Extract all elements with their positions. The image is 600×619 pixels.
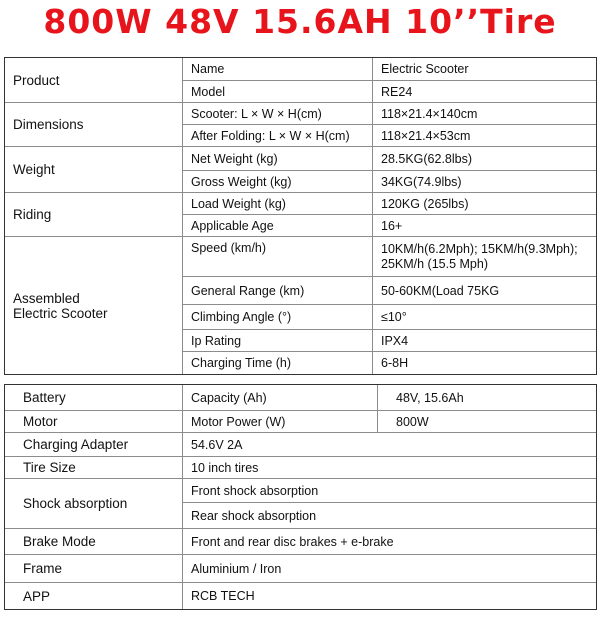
specs-table-main — [4, 57, 597, 375]
category-line: Assembled — [13, 290, 80, 306]
spec-value: 54.6V 2A — [183, 433, 597, 457]
spec-label: Capacity (Ah) — [183, 385, 378, 411]
spec-label: Name — [183, 58, 373, 81]
spec-label: Ip Rating — [183, 330, 373, 352]
spec-label: Applicable Age — [183, 215, 373, 237]
page-title: 800W 48V 15.6AH 10’’Tire — [43, 2, 557, 41]
spec-label: Scooter: L × W × H(cm) — [183, 103, 373, 125]
spec-value: 118×21.4×53cm — [373, 125, 597, 147]
spec-value — [373, 237, 597, 277]
spec-value: 800W — [378, 411, 597, 433]
table-row — [5, 457, 597, 479]
spec-value: 50-60KM(Load 75KG — [373, 277, 597, 305]
spec-value: Rear shock absorption — [183, 503, 597, 529]
table-row — [5, 529, 597, 555]
category-weight: Weight — [5, 147, 183, 193]
category-frame: Frame — [5, 555, 183, 583]
table-row — [5, 433, 597, 457]
spec-value: 6-8H — [373, 352, 597, 375]
spec-value: 120KG (265lbs) — [373, 193, 597, 215]
category-line: Electric Scooter — [13, 305, 108, 321]
spec-value: Electric Scooter — [373, 58, 597, 81]
spec-value: Front shock absorption — [183, 479, 597, 503]
spec-label: Gross Weight (kg) — [183, 171, 373, 193]
spec-value: 118×21.4×140cm — [373, 103, 597, 125]
category-shock-absorption: Shock absorption — [5, 479, 183, 529]
table-row — [5, 385, 597, 411]
spec-label: Net Weight (kg) — [183, 147, 373, 171]
specs-table-components — [4, 384, 597, 610]
category-tire-size: Tire Size — [5, 457, 183, 479]
category-assembled-electric-scooter — [5, 237, 183, 375]
speed-value-line: 25KM/h (15.5 Mph) — [381, 256, 488, 271]
table-row — [5, 237, 597, 277]
spec-value: Aluminium / Iron — [183, 555, 597, 583]
category-dimensions: Dimensions — [5, 103, 183, 147]
category-charging-adapter: Charging Adapter — [5, 433, 183, 457]
category-battery: Battery — [5, 385, 183, 411]
speed-value-line: 10KM/h(6.2Mph); 15KM/h(9.3Mph); — [381, 241, 578, 256]
spec-label: Motor Power (W) — [183, 411, 378, 433]
spec-value: Front and rear disc brakes + e-brake — [183, 529, 597, 555]
category-app: APP — [5, 583, 183, 610]
spec-value: 48V, 15.6Ah — [378, 385, 597, 411]
spec-label: After Folding: L × W × H(cm) — [183, 125, 373, 147]
category-motor: Motor — [5, 411, 183, 433]
spec-value: RCB TECH — [183, 583, 597, 610]
spec-label: Load Weight (kg) — [183, 193, 373, 215]
spec-label: Speed (km/h) — [183, 237, 373, 277]
spec-value: RE24 — [373, 81, 597, 103]
table-row — [5, 583, 597, 610]
table-row — [5, 193, 597, 215]
table-row — [5, 147, 597, 171]
spec-value: IPX4 — [373, 330, 597, 352]
category-riding: Riding — [5, 193, 183, 237]
category-product: Product — [5, 58, 183, 103]
spec-label: Model — [183, 81, 373, 103]
table-row — [5, 411, 597, 433]
spec-label: Charging Time (h) — [183, 352, 373, 375]
spec-value: 10 inch tires — [183, 457, 597, 479]
table-row — [5, 103, 597, 125]
spec-label: General Range (km) — [183, 277, 373, 305]
spec-value: 16+ — [373, 215, 597, 237]
table-row — [5, 58, 597, 81]
spec-label: Climbing Angle (°) — [183, 305, 373, 330]
spec-value: 34KG(74.9lbs) — [373, 171, 597, 193]
spec-value: ≤10° — [373, 305, 597, 330]
table-row — [5, 479, 597, 503]
spec-value: 28.5KG(62.8lbs) — [373, 147, 597, 171]
category-brake-mode: Brake Mode — [5, 529, 183, 555]
table-row — [5, 555, 597, 583]
